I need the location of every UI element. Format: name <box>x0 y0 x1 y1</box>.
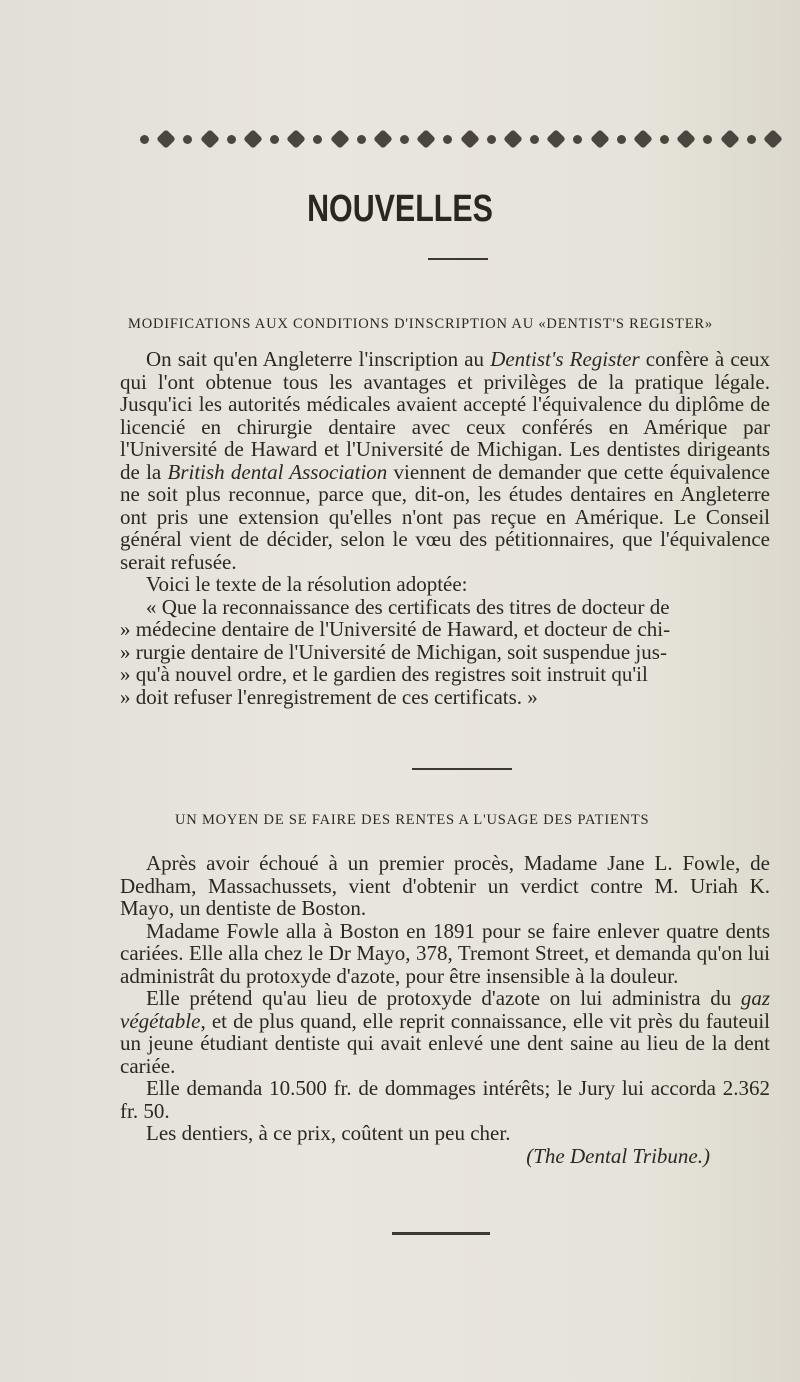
paragraph: Voici le texte de la résolution adoptée: <box>146 572 468 596</box>
paragraph: On sait qu'en Angleterre l'inscription au Dentist's Register confère à ceux qui l'ont obtenue tous les avantages et privilèges de la pratique légale. Jusqu'ici les autorités médicales avaient accepté l'équivalence du diplôme de licencié en chirurgie dentaire avec ceux conférés en Amérique par l'Université de Haward et l'Université de Michigan. Les dentistes dirigeants de la British dental Association viennent de demander que cette équivalence ne soit plus reconnue, parce que, dit-on, les études dentaires en Angleterre ont pris une extension qu'elles n'ont pas reçue en Amérique. Le Conseil général vient de décider, selon le vœu des pétitionnaires, que l'équivalence serait refusée. <box>120 347 770 574</box>
section-divider <box>412 768 512 770</box>
paragraph: Madame Fowle alla à Boston en 1891 pour se faire enlever quatre dents cariées. Elle alla chez le Dr Mayo, 378, Tremont Street, et demanda qu'on lui administrât du protoxyde d'azote, pour être insensible à la douleur. <box>120 918 770 988</box>
paragraph: Elle demanda 10.500 fr. de dommages intérêts; le Jury lui accorda 2.362 fr. 50. <box>120 1076 770 1123</box>
paragraph: Les dentiers, à ce prix, coûtent un peu cher. <box>146 1121 511 1145</box>
quote-line: « Que la reconnaissance des certificats des titres de docteur de <box>146 594 670 619</box>
end-divider <box>392 1232 490 1235</box>
section-body-register <box>120 348 770 708</box>
source-citation: (The Dental Tribune.) <box>526 1143 710 1168</box>
page-title: NOUVELLES <box>307 188 493 230</box>
decorative-ornament-band <box>140 128 780 150</box>
section-heading-rentes: UN MOYEN DE SE FAIRE DES RENTES A L'USAGE DES PATIENTS <box>175 812 650 828</box>
paragraph: Elle prétend qu'au lieu de protoxyde d'azote on lui administra du gaz végétable, et de plus quand, elle reprit connaissance, elle vit près du fauteuil un jeune étudiant dentiste qui avait enlevé une dent saine au lieu de la dent cariée. <box>120 986 770 1078</box>
paragraph: Après avoir échoué à un premier procès, Madame Jane L. Fowle, de Dedham, Massachussets, vient d'obtenir un verdict contre M. Uriah K. Mayo, un dentiste de Boston. <box>120 851 770 920</box>
quote-line: » qu'à nouvel ordre, et le gardien des registres soit instruit qu'il <box>120 662 648 686</box>
section-heading-register: MODIFICATIONS AUX CONDITIONS D'INSCRIPTION AU «DENTIST'S REGISTER» <box>128 316 713 332</box>
quote-line: » rurgie dentaire de l'Université de Michigan, soit suspendue jus- <box>120 639 667 664</box>
section-body-rentes <box>120 852 770 1167</box>
quote-line: » médecine dentaire de l'Université de Haward, et docteur de chi- <box>120 617 671 641</box>
quote-line: » doit refuser l'enregistrement de ces certificats. » <box>120 684 538 709</box>
title-divider <box>428 258 488 260</box>
